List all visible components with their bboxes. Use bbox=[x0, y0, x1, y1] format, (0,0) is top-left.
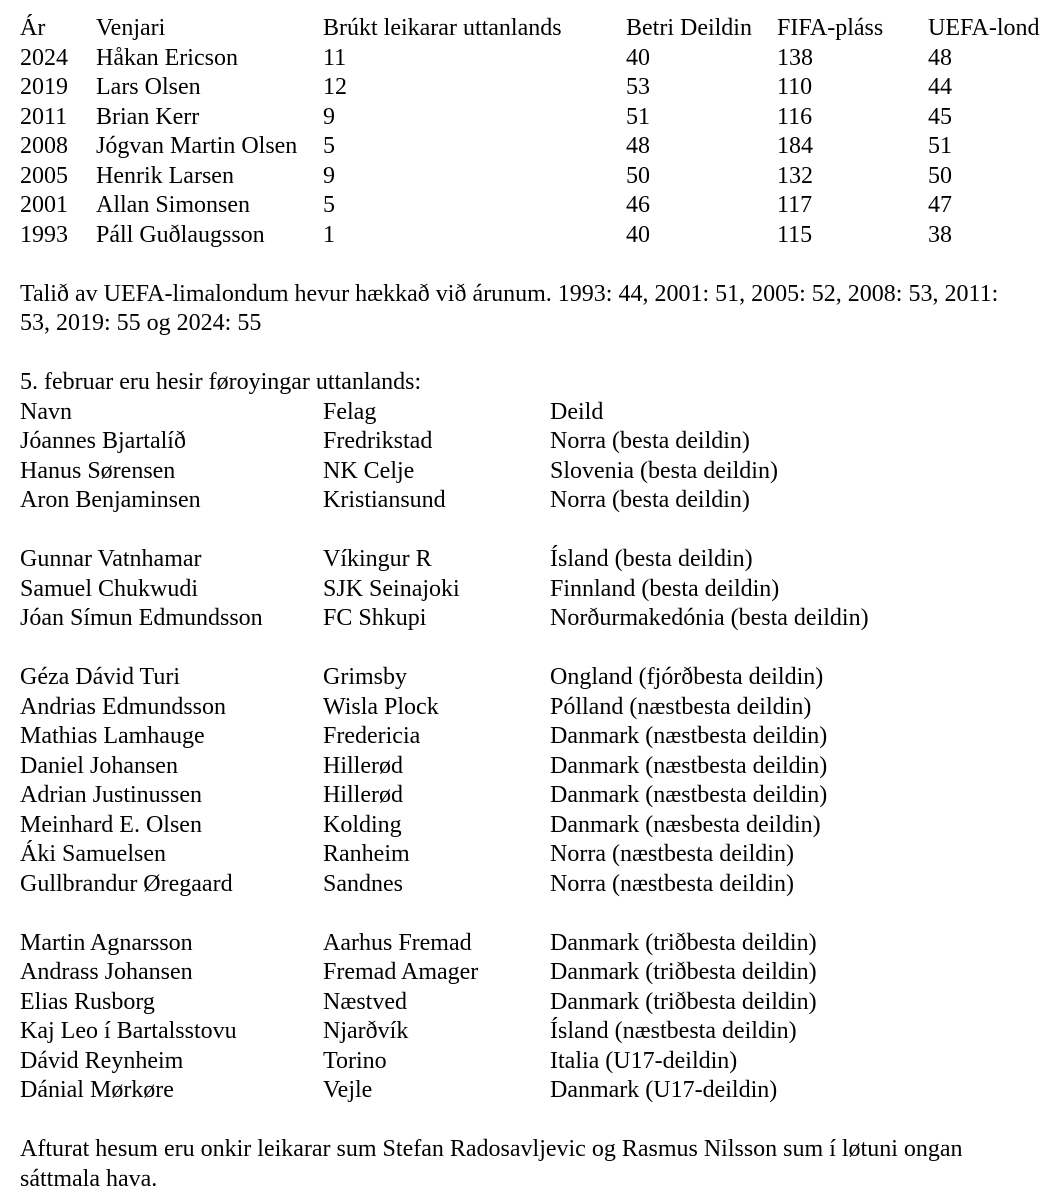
table-row bbox=[20, 958, 1030, 988]
cell-player-name: Meinhard E. Olsen bbox=[20, 811, 202, 838]
cell-year: 2008 bbox=[20, 133, 68, 159]
cell-league: Danmark (næstbesta deildin) bbox=[550, 723, 828, 749]
cell-player-name: Adrian Justinussen bbox=[20, 782, 202, 808]
cell-year: 2019 bbox=[20, 74, 68, 100]
table-row bbox=[20, 752, 1030, 782]
cell-coach: Henrik Larsen bbox=[96, 162, 234, 189]
spacer-cell bbox=[20, 899, 1030, 929]
table-row bbox=[20, 1017, 1030, 1047]
spacer bbox=[20, 1106, 1058, 1136]
group-spacer-row bbox=[20, 634, 1030, 664]
cell-fifa-rank: 132 bbox=[777, 162, 813, 189]
table-row bbox=[20, 870, 1030, 900]
cell-league: Danmark (næstbesta deildin) bbox=[550, 782, 828, 808]
cell-club: Sandnes bbox=[323, 870, 403, 897]
cell-year: 2024 bbox=[20, 44, 68, 71]
cell-player-name: Jóannes Bjartalíð bbox=[20, 428, 186, 454]
cell-players-abroad: 12 bbox=[323, 74, 347, 100]
cell-player-name: Daniel Johansen bbox=[20, 752, 178, 779]
cell-betri-deildin: 40 bbox=[626, 221, 650, 248]
header-coach: Venjari bbox=[96, 15, 166, 41]
cell-club: Víkingur R bbox=[323, 546, 432, 572]
cell-league: Ísland (næstbesta deildin) bbox=[550, 1018, 797, 1044]
cell-coach: Håkan Ericson bbox=[96, 44, 238, 71]
cell-league: Norra (næstbesta deildin) bbox=[550, 841, 794, 867]
cell-league: Norra (besta deildin) bbox=[550, 487, 750, 513]
table-row bbox=[20, 486, 1030, 516]
cell-players-abroad: 1 bbox=[323, 221, 335, 248]
cell-club: Njarðvík bbox=[323, 1018, 409, 1044]
cell-betri-deildin: 46 bbox=[626, 192, 650, 218]
cell-fifa-rank: 117 bbox=[777, 192, 813, 218]
players-table-header-row bbox=[20, 398, 1030, 428]
cell-player-name: Jóan Símun Edmundsson bbox=[20, 605, 263, 631]
cell-club: Wisla Plock bbox=[323, 693, 439, 720]
table-row bbox=[20, 988, 1030, 1018]
table-row bbox=[20, 781, 1030, 811]
cell-player-name: Dánial Mørkøre bbox=[20, 1077, 174, 1103]
cell-player-name: Dávid Reynheim bbox=[20, 1047, 184, 1074]
cell-club: Grimsby bbox=[323, 664, 407, 690]
uefa-members-note: Talið av UEFA-limalondum hevur hækkað við árunum. 1993: 44, 2001: 51, 2005: 52, 2008: 53, 2011: 53, 2019: 55 og 2024: 55 bbox=[20, 280, 999, 336]
spacer-cell bbox=[20, 634, 1030, 664]
cell-league: Pólland (næstbesta deildin) bbox=[550, 693, 812, 720]
cell-club: NK Celje bbox=[323, 457, 415, 484]
table-row bbox=[20, 663, 1030, 693]
table-row bbox=[20, 162, 1058, 192]
table-row bbox=[20, 604, 1030, 634]
cell-year: 2001 bbox=[20, 192, 68, 218]
header-name: Navn bbox=[20, 398, 72, 425]
table-row bbox=[20, 457, 1030, 487]
players-table-body bbox=[20, 427, 1030, 1106]
cell-league: Ongland (fjórðbesta deildin) bbox=[550, 664, 824, 690]
cell-club: SJK Seinajoki bbox=[323, 575, 460, 602]
cell-league: Norra (besta deildin) bbox=[550, 428, 750, 454]
cell-uefa-countries: 48 bbox=[928, 44, 952, 71]
cell-players-abroad: 9 bbox=[323, 162, 335, 189]
closing-note: Afturat hesum eru onkir leikarar sum Stefan Radosavljevic og Rasmus Nilsson sum í løtuni ongan sáttmala hava. bbox=[20, 1136, 963, 1192]
cell-uefa-countries: 45 bbox=[928, 103, 952, 130]
cell-player-name: Samuel Chukwudi bbox=[20, 575, 198, 602]
cell-league: Finnland (besta deildin) bbox=[550, 575, 780, 602]
cell-league: Danmark (triðbesta deildin) bbox=[550, 929, 817, 956]
cell-betri-deildin: 53 bbox=[626, 74, 650, 100]
cell-betri-deildin: 51 bbox=[626, 103, 650, 130]
header-fifa-rank: FIFA-pláss bbox=[777, 15, 884, 41]
cell-league: Danmark (U17-deildin) bbox=[550, 1077, 778, 1103]
cell-league: Danmark (næstbesta deildin) bbox=[550, 752, 828, 779]
cell-player-name: Kaj Leo í Bartalsstovu bbox=[20, 1018, 237, 1044]
cell-players-abroad: 11 bbox=[323, 44, 347, 71]
cell-club: Ranheim bbox=[323, 841, 410, 867]
cell-coach: Allan Simonsen bbox=[96, 192, 250, 218]
cell-fifa-rank: 138 bbox=[777, 44, 813, 71]
spacer bbox=[20, 339, 1058, 369]
cell-club: Torino bbox=[323, 1047, 387, 1074]
cell-club: Kristiansund bbox=[323, 487, 446, 513]
table-row bbox=[20, 840, 1030, 870]
cell-year: 2011 bbox=[20, 103, 68, 130]
cell-club: Fredericia bbox=[323, 723, 421, 749]
cell-club: Kolding bbox=[323, 811, 402, 838]
cell-league: Danmark (triðbesta deildin) bbox=[550, 959, 817, 985]
table-row bbox=[20, 427, 1030, 457]
cell-player-name: Hanus Sørensen bbox=[20, 457, 176, 484]
group-spacer-row bbox=[20, 516, 1030, 546]
players-table bbox=[20, 398, 1030, 1106]
cell-coach: Jógvan Martin Olsen bbox=[96, 133, 298, 159]
cell-uefa-countries: 38 bbox=[928, 221, 952, 248]
cell-player-name: Gullbrandur Øregaard bbox=[20, 870, 233, 897]
table-row bbox=[20, 221, 1058, 251]
cell-league: Slovenia (besta deildin) bbox=[550, 457, 778, 484]
cell-player-name: Martin Agnarsson bbox=[20, 929, 193, 956]
table-row bbox=[20, 693, 1030, 723]
cell-uefa-countries: 47 bbox=[928, 192, 952, 218]
cell-player-name: Áki Samuelsen bbox=[20, 841, 166, 867]
cell-uefa-countries: 44 bbox=[928, 74, 952, 100]
header-betri-deildin: Betri Deildin bbox=[626, 15, 752, 41]
header-uefa-countries: UEFA-lond bbox=[928, 15, 1040, 41]
cell-club: Fredrikstad bbox=[323, 428, 433, 454]
cell-coach: Páll Guðlaugsson bbox=[96, 221, 265, 248]
cell-fifa-rank: 184 bbox=[777, 133, 813, 159]
cell-club: Hillerød bbox=[323, 752, 403, 779]
cell-player-name: Andrias Edmundsson bbox=[20, 693, 226, 720]
cell-year: 1993 bbox=[20, 221, 68, 248]
cell-coach: Brian Kerr bbox=[96, 103, 200, 130]
cell-league: Italia (U17-deildin) bbox=[550, 1047, 738, 1074]
table-row bbox=[20, 103, 1058, 133]
coaches-table-header-row bbox=[20, 14, 1058, 44]
cell-betri-deildin: 40 bbox=[626, 44, 650, 71]
cell-club: Hillerød bbox=[323, 782, 403, 808]
cell-coach: Lars Olsen bbox=[96, 74, 201, 100]
header-players-abroad: Brúkt leikarar uttanlands bbox=[323, 15, 562, 41]
spacer bbox=[20, 250, 1058, 280]
cell-year: 2005 bbox=[20, 162, 68, 189]
cell-player-name: Gunnar Vatnhamar bbox=[20, 546, 202, 572]
table-row bbox=[20, 545, 1030, 575]
cell-club: Vejle bbox=[323, 1077, 373, 1103]
cell-league: Norra (næstbesta deildin) bbox=[550, 870, 794, 897]
cell-player-name: Aron Benjaminsen bbox=[20, 487, 201, 513]
coaches-table bbox=[20, 14, 1058, 250]
table-row bbox=[20, 44, 1058, 74]
cell-league: Danmark (næsbesta deildin) bbox=[550, 811, 821, 838]
cell-league: Norðurmakedónia (besta deildin) bbox=[550, 605, 869, 631]
cell-players-abroad: 5 bbox=[323, 133, 335, 159]
spacer-cell bbox=[20, 516, 1030, 546]
table-row bbox=[20, 722, 1030, 752]
cell-player-name: Géza Dávid Turi bbox=[20, 664, 180, 690]
cell-betri-deildin: 48 bbox=[626, 133, 650, 159]
cell-players-abroad: 5 bbox=[323, 192, 335, 218]
table-row bbox=[20, 132, 1058, 162]
cell-player-name: Elias Rusborg bbox=[20, 988, 155, 1015]
header-year: Ár bbox=[20, 15, 46, 41]
table-row bbox=[20, 929, 1030, 959]
cell-uefa-countries: 51 bbox=[928, 133, 952, 159]
players-intro: 5. februar eru hesir føroyingar uttanlands: bbox=[20, 369, 422, 395]
cell-club: Fremad Amager bbox=[323, 959, 479, 985]
table-row bbox=[20, 1047, 1030, 1077]
cell-club: Aarhus Fremad bbox=[323, 929, 472, 956]
table-row bbox=[20, 191, 1058, 221]
cell-player-name: Andrass Johansen bbox=[20, 959, 193, 985]
cell-player-name: Mathias Lamhauge bbox=[20, 723, 205, 749]
table-row bbox=[20, 811, 1030, 841]
header-league: Deild bbox=[550, 398, 604, 425]
table-row bbox=[20, 73, 1058, 103]
cell-league: Danmark (triðbesta deildin) bbox=[550, 988, 817, 1015]
cell-players-abroad: 9 bbox=[323, 103, 335, 130]
cell-uefa-countries: 50 bbox=[928, 162, 952, 189]
header-club: Felag bbox=[323, 398, 377, 425]
cell-betri-deildin: 50 bbox=[626, 162, 650, 189]
table-row bbox=[20, 575, 1030, 605]
cell-fifa-rank: 115 bbox=[777, 221, 813, 248]
cell-fifa-rank: 110 bbox=[777, 74, 813, 100]
cell-fifa-rank: 116 bbox=[777, 103, 813, 130]
cell-league: Ísland (besta deildin) bbox=[550, 546, 753, 572]
cell-club: FC Shkupi bbox=[323, 605, 427, 631]
coaches-table-body bbox=[20, 44, 1058, 251]
group-spacer-row bbox=[20, 899, 1030, 929]
table-row bbox=[20, 1076, 1030, 1106]
cell-club: Næstved bbox=[323, 988, 407, 1015]
